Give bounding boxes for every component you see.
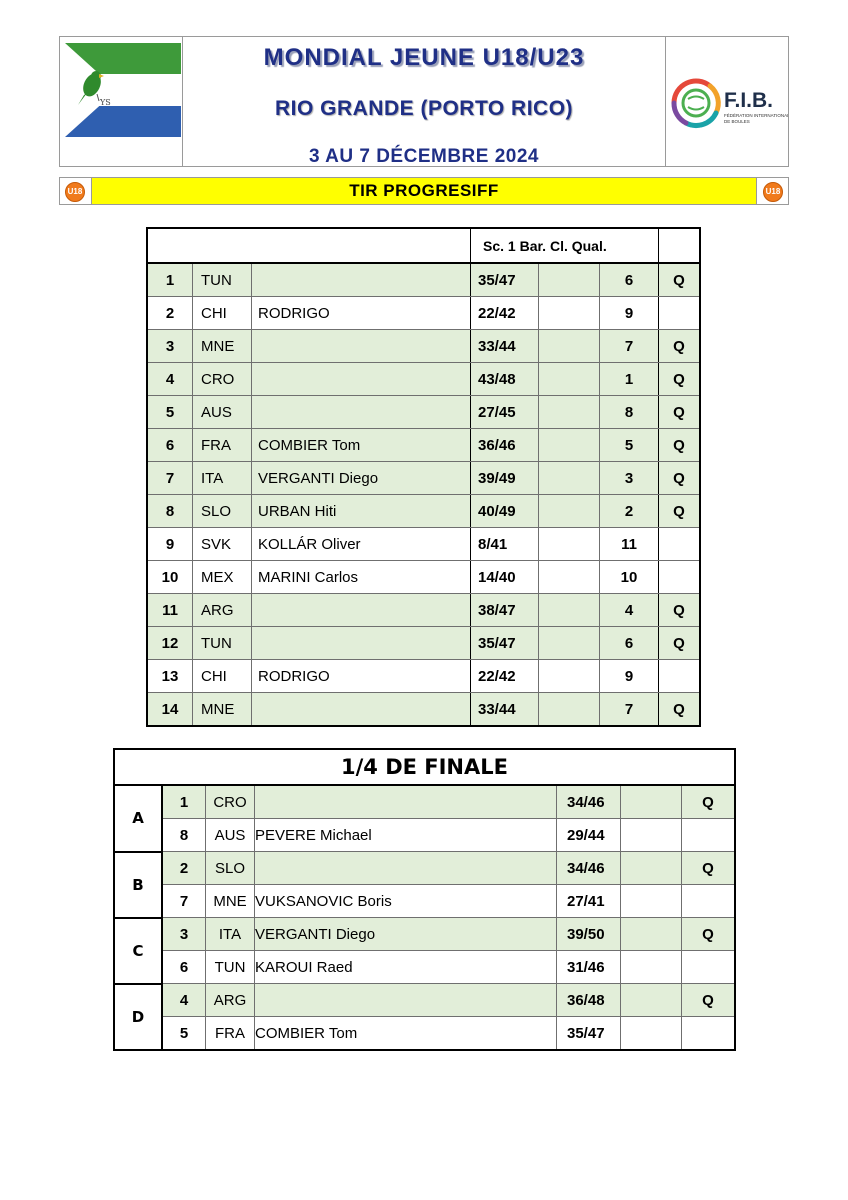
nation-cell: ITA bbox=[193, 462, 252, 495]
qualified-cell: Q bbox=[659, 330, 701, 363]
rank-cell: 14 bbox=[147, 693, 193, 727]
score-cell: 33/44 bbox=[471, 330, 539, 363]
player-name-cell: COMBIER Tom bbox=[255, 1017, 557, 1051]
score-cell: 36/48 bbox=[557, 984, 621, 1017]
player-name-cell bbox=[255, 852, 557, 885]
section-banner bbox=[59, 177, 789, 205]
quarterfinal-table bbox=[113, 748, 736, 1051]
qualified-cell: Q bbox=[659, 693, 701, 727]
qualified-cell bbox=[682, 819, 736, 852]
svg-text:DE BOULES: DE BOULES bbox=[724, 119, 750, 124]
player-name-cell bbox=[252, 363, 471, 396]
barrage-cell bbox=[539, 693, 600, 727]
rank-cell: 7 bbox=[162, 885, 206, 918]
nation-cell: AUS bbox=[206, 819, 255, 852]
nation-cell: TUN bbox=[206, 951, 255, 984]
classement-cell: 2 bbox=[600, 495, 659, 528]
table-row bbox=[147, 627, 700, 660]
rank-cell: 3 bbox=[162, 918, 206, 951]
qualified-cell bbox=[682, 885, 736, 918]
qualified-cell: Q bbox=[659, 462, 701, 495]
equatorial-guinea-flag-icon bbox=[65, 43, 181, 137]
classement-cell: 9 bbox=[600, 660, 659, 693]
score-cell: 27/45 bbox=[471, 396, 539, 429]
qualified-cell: Q bbox=[682, 984, 736, 1017]
qualified-cell bbox=[659, 528, 701, 561]
qualified-cell bbox=[659, 660, 701, 693]
player-name-cell bbox=[252, 627, 471, 660]
score-cell: 36/46 bbox=[471, 429, 539, 462]
table-row bbox=[147, 363, 700, 396]
nation-cell: SLO bbox=[206, 852, 255, 885]
quarterfinal-title: 1/4 DE FINALE bbox=[114, 749, 735, 785]
rank-cell: 3 bbox=[147, 330, 193, 363]
classement-cell: 5 bbox=[600, 429, 659, 462]
event-dates: 3 AU 7 DÉCEMBRE 2024 bbox=[309, 146, 539, 167]
qualified-cell: Q bbox=[659, 363, 701, 396]
player-name-cell bbox=[255, 785, 557, 819]
classement-cell: 1 bbox=[600, 363, 659, 396]
barrage-cell bbox=[539, 330, 600, 363]
rank-cell: 2 bbox=[162, 852, 206, 885]
rank-cell: 7 bbox=[147, 462, 193, 495]
table-row bbox=[147, 660, 700, 693]
nation-cell: CRO bbox=[206, 785, 255, 819]
score-cell: 22/42 bbox=[471, 660, 539, 693]
nation-cell: ARG bbox=[206, 984, 255, 1017]
qualified-cell bbox=[659, 561, 701, 594]
nation-cell: FRA bbox=[193, 429, 252, 462]
classement-cell: 3 bbox=[600, 462, 659, 495]
rank-cell: 8 bbox=[162, 819, 206, 852]
qualified-cell: Q bbox=[659, 263, 701, 297]
rank-cell: 1 bbox=[162, 785, 206, 819]
rank-cell: 11 bbox=[147, 594, 193, 627]
group-label: C bbox=[114, 918, 162, 984]
classement-cell: 6 bbox=[600, 627, 659, 660]
svg-text:F.I.B.: F.I.B. bbox=[724, 89, 774, 112]
rank-cell: 2 bbox=[147, 297, 193, 330]
rank-cell: 6 bbox=[162, 951, 206, 984]
event-location: RIO GRANDE (PORTO RICO) bbox=[274, 97, 574, 120]
table-row bbox=[147, 528, 700, 561]
table-row bbox=[147, 330, 700, 363]
table-row bbox=[114, 785, 735, 819]
player-name-cell: RODRIGO bbox=[252, 660, 471, 693]
barrage-cell bbox=[621, 885, 682, 918]
barrage-cell bbox=[539, 263, 600, 297]
table-row bbox=[114, 951, 735, 984]
group-label: D bbox=[114, 984, 162, 1051]
nation-cell: CHI bbox=[193, 297, 252, 330]
progressive-results-table bbox=[146, 227, 701, 727]
player-name-cell: VERGANTI Diego bbox=[252, 462, 471, 495]
barrage-cell bbox=[621, 1017, 682, 1051]
qualified-cell bbox=[659, 297, 701, 330]
qualified-cell: Q bbox=[682, 852, 736, 885]
table-row bbox=[114, 852, 735, 885]
table-row bbox=[147, 297, 700, 330]
barrage-cell bbox=[539, 528, 600, 561]
event-title: MONDIAL JEUNE U18/U23 bbox=[263, 44, 585, 71]
rank-cell: 12 bbox=[147, 627, 193, 660]
classement-cell: 10 bbox=[600, 561, 659, 594]
table-row bbox=[114, 819, 735, 852]
player-name-cell: MARINI Carlos bbox=[252, 561, 471, 594]
qualified-cell: Q bbox=[682, 785, 736, 819]
player-name-cell bbox=[252, 594, 471, 627]
rank-cell: 5 bbox=[147, 396, 193, 429]
score-cell: 34/46 bbox=[557, 852, 621, 885]
barrage-cell bbox=[621, 984, 682, 1017]
barrage-cell bbox=[621, 819, 682, 852]
banner-title-cell bbox=[91, 178, 757, 204]
score-cell: 34/46 bbox=[557, 785, 621, 819]
player-name-cell: VERGANTI Diego bbox=[255, 918, 557, 951]
nation-cell: AUS bbox=[193, 396, 252, 429]
score-cell: 43/48 bbox=[471, 363, 539, 396]
header-qual: Qual. bbox=[571, 237, 607, 254]
nation-cell: SVK bbox=[193, 528, 252, 561]
score-cell: 39/49 bbox=[471, 462, 539, 495]
player-name-cell: COMBIER Tom bbox=[252, 429, 471, 462]
score-cell: 31/46 bbox=[557, 951, 621, 984]
nation-cell: MEX bbox=[193, 561, 252, 594]
barrage-cell bbox=[539, 594, 600, 627]
rank-cell: 8 bbox=[147, 495, 193, 528]
table-row bbox=[114, 885, 735, 918]
nation-cell: TUN bbox=[193, 263, 252, 297]
nation-cell: SLO bbox=[193, 495, 252, 528]
player-name-cell bbox=[252, 330, 471, 363]
table-row bbox=[147, 462, 700, 495]
barrage-cell bbox=[539, 495, 600, 528]
u18-badge-left-icon: U18 bbox=[65, 182, 85, 202]
barrage-cell bbox=[621, 951, 682, 984]
rank-cell: 6 bbox=[147, 429, 193, 462]
quarterfinal-title-row bbox=[114, 749, 735, 785]
barrage-cell bbox=[539, 660, 600, 693]
score-cell: 27/41 bbox=[557, 885, 621, 918]
qualified-cell: Q bbox=[659, 495, 701, 528]
qualified-cell: Q bbox=[682, 918, 736, 951]
score-cell: 8/41 bbox=[471, 528, 539, 561]
table-row bbox=[147, 396, 700, 429]
score-cell: 35/47 bbox=[557, 1017, 621, 1051]
score-cell: 39/50 bbox=[557, 918, 621, 951]
score-cell: 40/49 bbox=[471, 495, 539, 528]
svg-text:FÉDÉRATION INTERNATIONALE: FÉDÉRATION INTERNATIONALE bbox=[724, 113, 788, 118]
table-row bbox=[147, 263, 700, 297]
group-label: B bbox=[114, 852, 162, 918]
score-cell: 22/42 bbox=[471, 297, 539, 330]
rank-cell: 13 bbox=[147, 660, 193, 693]
qualified-cell: Q bbox=[659, 594, 701, 627]
classement-cell: 6 bbox=[600, 263, 659, 297]
player-name-cell: RODRIGO bbox=[252, 297, 471, 330]
rank-cell: 4 bbox=[162, 984, 206, 1017]
qualified-cell: Q bbox=[659, 429, 701, 462]
qualified-cell bbox=[682, 1017, 736, 1051]
classement-cell: 7 bbox=[600, 693, 659, 727]
classement-cell: 8 bbox=[600, 396, 659, 429]
header-bar: Bar. bbox=[519, 237, 547, 254]
nation-cell: ARG bbox=[193, 594, 252, 627]
classement-cell: 11 bbox=[600, 528, 659, 561]
nation-cell: FRA bbox=[206, 1017, 255, 1051]
player-name-cell: URBAN Hiti bbox=[252, 495, 471, 528]
barrage-cell bbox=[539, 627, 600, 660]
nation-cell: ITA bbox=[206, 918, 255, 951]
classement-cell: 9 bbox=[600, 297, 659, 330]
rank-cell: 1 bbox=[147, 263, 193, 297]
table-row bbox=[147, 561, 700, 594]
qualified-cell: Q bbox=[659, 627, 701, 660]
barrage-cell bbox=[621, 918, 682, 951]
header-box bbox=[59, 36, 789, 167]
fib-logo-icon bbox=[666, 37, 788, 166]
player-name-cell: VUKSANOVIC Boris bbox=[255, 885, 557, 918]
table-header-row bbox=[147, 228, 700, 263]
flag-cell bbox=[60, 37, 183, 166]
classement-cell: 7 bbox=[600, 330, 659, 363]
nation-cell: MNE bbox=[193, 693, 252, 727]
score-cell: 35/47 bbox=[471, 263, 539, 297]
barrage-cell bbox=[539, 462, 600, 495]
player-name-cell bbox=[252, 263, 471, 297]
header-cl: Cl. bbox=[549, 237, 568, 254]
nation-cell: MNE bbox=[206, 885, 255, 918]
barrage-cell bbox=[621, 785, 682, 819]
table-row bbox=[147, 594, 700, 627]
rank-cell: 5 bbox=[162, 1017, 206, 1051]
group-label: A bbox=[114, 785, 162, 852]
nation-cell: CRO bbox=[193, 363, 252, 396]
nation-cell: MNE bbox=[193, 330, 252, 363]
barrage-cell bbox=[539, 396, 600, 429]
player-name-cell: PEVERE Michael bbox=[255, 819, 557, 852]
fib-logo-cell bbox=[665, 37, 788, 166]
score-cell: 38/47 bbox=[471, 594, 539, 627]
score-cell: 29/44 bbox=[557, 819, 621, 852]
rank-cell: 4 bbox=[147, 363, 193, 396]
barrage-cell bbox=[539, 429, 600, 462]
table-row bbox=[114, 984, 735, 1017]
player-name-cell bbox=[252, 396, 471, 429]
header-columns bbox=[471, 228, 659, 263]
svg-text:YS: YS bbox=[100, 98, 111, 107]
rank-cell: 10 bbox=[147, 561, 193, 594]
player-name-cell: KAROUI Raed bbox=[255, 951, 557, 984]
qualified-cell bbox=[682, 951, 736, 984]
player-name-cell bbox=[255, 984, 557, 1017]
player-name-cell: KOLLÁR Oliver bbox=[252, 528, 471, 561]
barrage-cell bbox=[539, 363, 600, 396]
barrage-cell bbox=[539, 561, 600, 594]
barrage-cell bbox=[621, 852, 682, 885]
classement-cell: 4 bbox=[600, 594, 659, 627]
table-row bbox=[147, 693, 700, 727]
table-row bbox=[147, 495, 700, 528]
table-row bbox=[114, 1017, 735, 1051]
score-cell: 35/47 bbox=[471, 627, 539, 660]
header-score: Sc. 1 bbox=[483, 237, 516, 254]
nation-cell: TUN bbox=[193, 627, 252, 660]
rank-cell: 9 bbox=[147, 528, 193, 561]
u18-badge-right-icon: U18 bbox=[763, 182, 783, 202]
barrage-cell bbox=[539, 297, 600, 330]
banner-title: TIR PROGRESIFF bbox=[349, 181, 499, 200]
table-row bbox=[114, 918, 735, 951]
qualified-cell: Q bbox=[659, 396, 701, 429]
score-cell: 14/40 bbox=[471, 561, 539, 594]
score-cell: 33/44 bbox=[471, 693, 539, 727]
nation-cell: CHI bbox=[193, 660, 252, 693]
table-row bbox=[147, 429, 700, 462]
player-name-cell bbox=[252, 693, 471, 727]
